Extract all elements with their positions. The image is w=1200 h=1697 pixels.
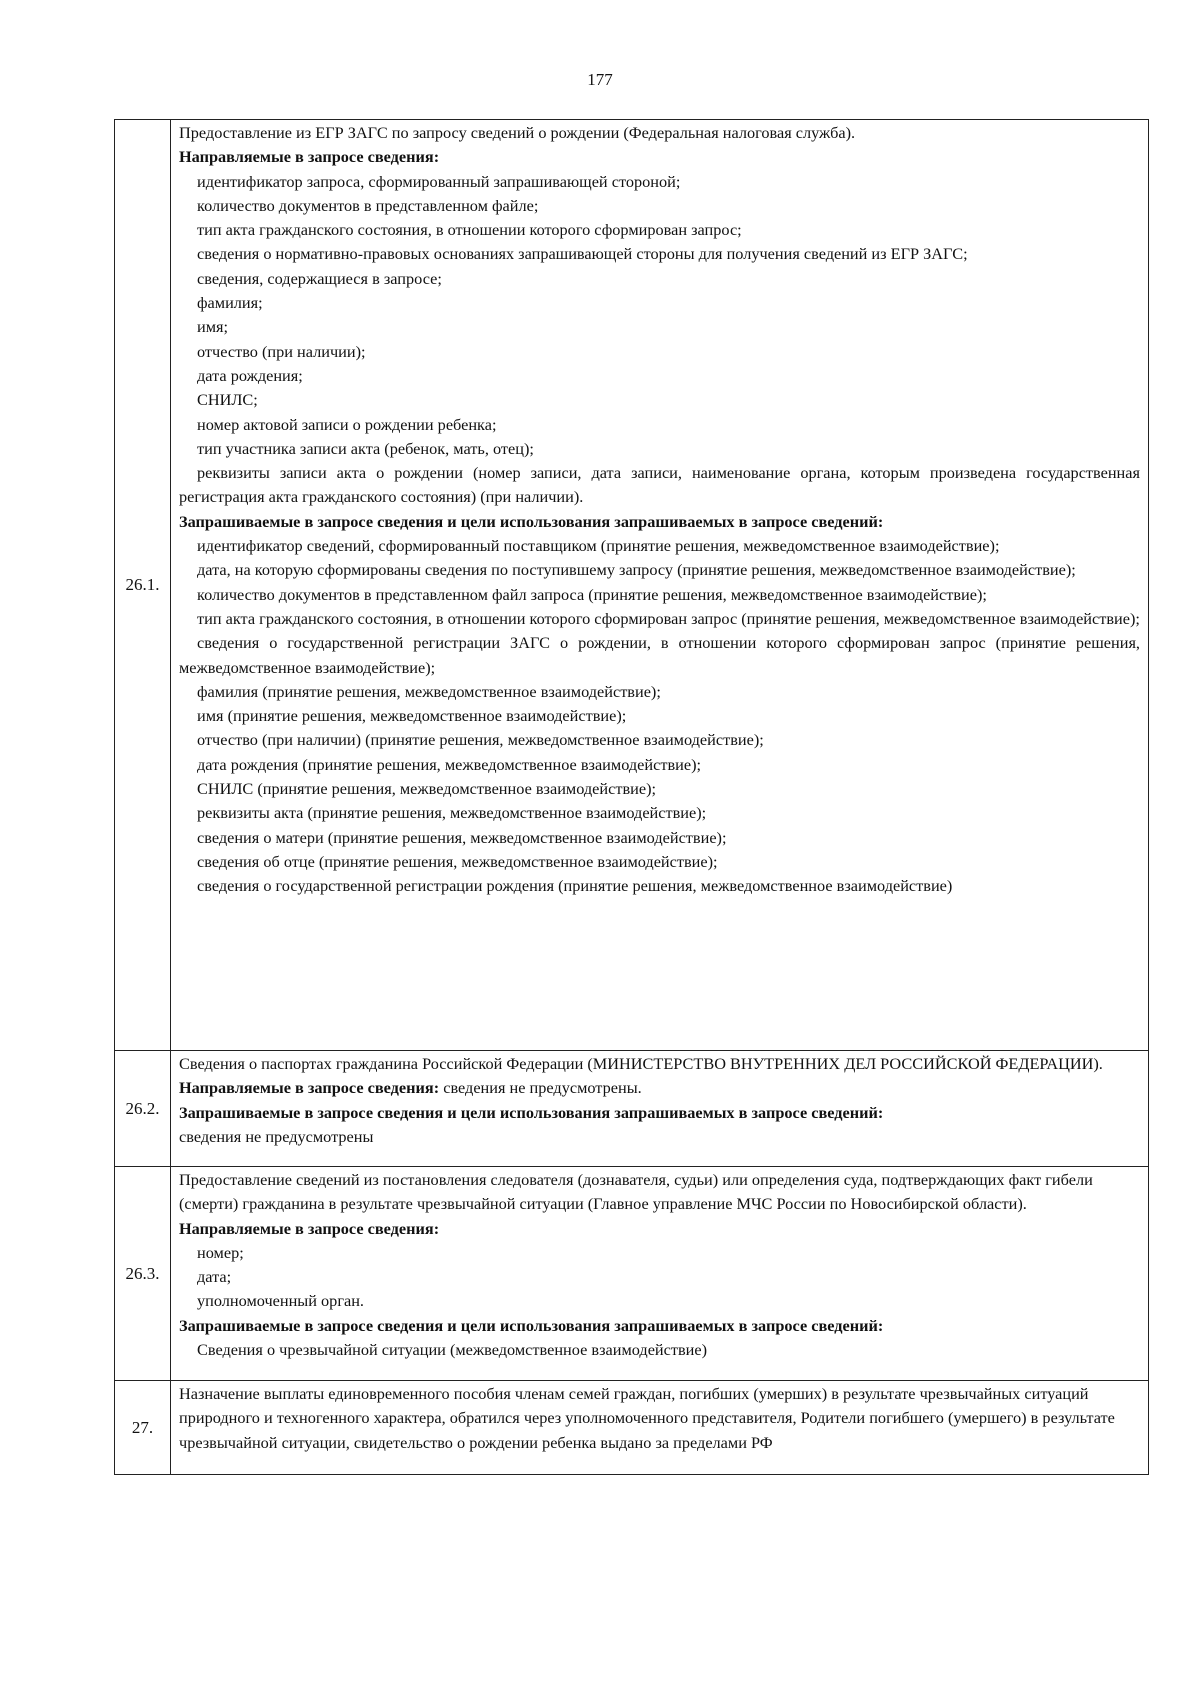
- list-item: номер актовой записи о рождении ребенка;: [197, 414, 497, 434]
- sent-heading: Направляемые в запросе сведения:: [179, 147, 440, 167]
- list-item: имя;: [197, 317, 229, 337]
- list-item: тип акта гражданского состояния, в отношении которого сформирован запрос (принятие решения, межведомственное взаимодействие);: [197, 608, 1140, 628]
- list-item: сведения о государственной регистрации рождения (принятие решения, межведомственное взаимодействие): [197, 876, 953, 896]
- list-item: идентификатор сведений, сформированный поставщиком (принятие решения, межведомственное взаимодействие);: [197, 536, 1000, 556]
- list-item: отчество (при наличии);: [197, 341, 366, 361]
- sent-heading: Направляемые в запросе сведения:: [179, 1078, 440, 1098]
- list-item: отчество (при наличии) (принятие решения, межведомственное взаимодействие);: [197, 730, 764, 750]
- table-row: [115, 1381, 1149, 1475]
- list-item: дата рождения (принятие решения, межведомственное взаимодействие);: [197, 754, 702, 774]
- list-item: количество документов в представленном файле;: [197, 195, 539, 215]
- list-item: СНИЛС (принятие решения, межведомственное взаимодействие);: [197, 779, 657, 799]
- service-title: Назначение выплаты единовременного пособия членам семей граждан, погибших (умерших) в результате чрезвычайных ситуаций природного и техногенного характера, обратился через уполномоченного представителя, Родители погибшего (умершего) в результате чрезвычайной ситуации, свидетельство о рождении ребенка выдано за пределами РФ: [179, 1384, 1115, 1452]
- row-content: [171, 120, 1149, 1051]
- list-item: дата, на которую сформированы сведения по поступившему запросу (принятие решения, межведомственное взаимодействие);: [197, 560, 1076, 580]
- row-number: 26.3.: [115, 1167, 171, 1381]
- list-item: уполномоченный орган.: [197, 1291, 365, 1311]
- list-item: сведения о нормативно-правовых основаниях запрашивающей стороны для получения сведений из ЕГР ЗАГС;: [197, 244, 968, 264]
- list-item: реквизиты акта (принятие решения, межведомственное взаимодействие);: [197, 803, 707, 823]
- requested-heading: Запрашиваемые в запросе сведения и цели использования запрашиваемых в запросе сведений:: [179, 1315, 884, 1335]
- sent-heading: Направляемые в запросе сведения:: [179, 1218, 440, 1238]
- list-item: тип участника записи акта (ребенок, мать, отец);: [197, 438, 534, 458]
- list-item: фамилия (принятие решения, межведомственное взаимодействие);: [197, 681, 661, 701]
- row-content: [171, 1167, 1149, 1381]
- table-row: [115, 1051, 1149, 1167]
- list-item: имя (принятие решения, межведомственное взаимодействие);: [197, 706, 627, 726]
- row-number: 26.1.: [115, 120, 171, 1051]
- list-item: СНИЛС;: [197, 390, 258, 410]
- page-number: 177: [587, 70, 613, 89]
- list-item: Сведения о чрезвычайной ситуации (межведомственное взаимодействие): [197, 1340, 708, 1360]
- service-title: Предоставление сведений из постановления следователя (дознавателя, судьи) или определения суда, подтверждающих факт гибели (смерти) гражданина в результате чрезвычайной ситуации (Главное управление МЧС России по Новосибирской области).: [179, 1170, 1093, 1214]
- services-table: [114, 119, 1149, 1475]
- list-item: количество документов в представленном файл запроса (принятие решения, межведомственное взаимодействие);: [197, 584, 987, 604]
- list-item: сведения, содержащиеся в запросе;: [197, 268, 442, 288]
- list-item: идентификатор запроса, сформированный запрашивающей стороной;: [197, 171, 681, 191]
- list-item: фамилия;: [197, 293, 263, 313]
- list-item: сведения о государственной регистрации ЗАГС о рождении, в отношении которого сформирован запрос (принятие решения, межведомственное взаимодействие);: [179, 633, 1140, 677]
- list-item: тип акта гражданского состояния, в отношении которого сформирован запрос;: [197, 220, 742, 240]
- list-item: сведения об отце (принятие решения, межведомственное взаимодействие);: [197, 851, 718, 871]
- row-number: 26.2.: [115, 1051, 171, 1167]
- requested-value: сведения не предусмотрены: [179, 1126, 374, 1146]
- list-item: дата;: [197, 1267, 232, 1287]
- row-number: 27.: [115, 1381, 171, 1475]
- table-row: [115, 120, 1149, 1051]
- table-row: [115, 1167, 1149, 1381]
- requested-heading: Запрашиваемые в запросе сведения и цели использования запрашиваемых в запросе сведений:: [179, 511, 884, 531]
- service-title: Предоставление из ЕГР ЗАГС по запросу сведений о рождении (Федеральная налоговая служба).: [179, 123, 856, 142]
- sent-line: [179, 1076, 1140, 1100]
- list-item: номер;: [197, 1242, 244, 1262]
- list-item: дата рождения;: [197, 365, 303, 385]
- requested-heading: Запрашиваемые в запросе сведения и цели использования запрашиваемых в запросе сведений:: [179, 1102, 884, 1122]
- row-content: [171, 1381, 1149, 1475]
- service-title: Сведения о паспортах гражданина Российской Федерации (МИНИСТЕРСТВО ВНУТРЕННИХ ДЕЛ РОССИЙСКОЙ ФЕДЕРАЦИИ).: [179, 1054, 1103, 1073]
- sent-value: сведения не предусмотрены.: [443, 1078, 642, 1098]
- list-item: сведения о матери (принятие решения, межведомственное взаимодействие);: [197, 827, 727, 847]
- row-content: [171, 1051, 1149, 1167]
- list-item: реквизиты записи акта о рождении (номер записи, дата записи, наименование органа, которым произведена государственная регистрация акта гражданского состояния) (при наличии).: [179, 463, 1140, 507]
